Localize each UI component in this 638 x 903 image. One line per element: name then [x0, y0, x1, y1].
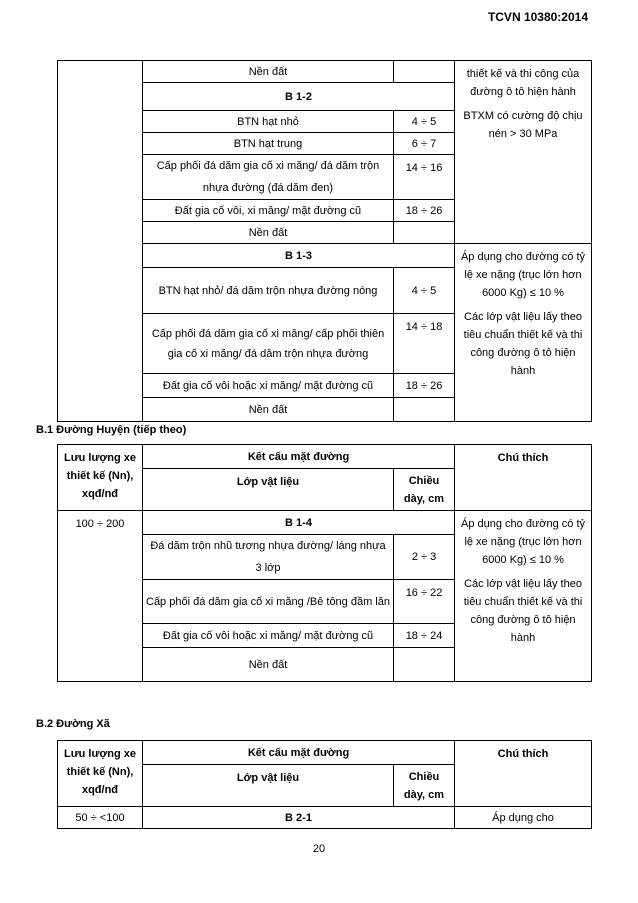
layer-label: BTN hạt nhỏ [143, 111, 394, 133]
note-text: Áp dụng cho đường có tỷ lệ xe nặng (trục lớn hơn 6000 Kg) ≤ 10 % [460, 518, 586, 566]
layer-label: Nền đất [143, 398, 394, 422]
thickness-value: 4 ÷ 5 [394, 268, 455, 314]
section-heading-b2: B.2 Đường Xã [36, 718, 110, 730]
thickness-empty [394, 648, 455, 682]
thickness-value: 18 ÷ 26 [394, 200, 455, 222]
layer-label: BTN hạt trung [143, 133, 394, 155]
thickness-empty [394, 61, 455, 83]
note-text: Áp dụng cho [455, 807, 592, 829]
layer-label: Đất gia cố vôi hoặc xi măng/ mặt đường cũ [143, 624, 394, 648]
header-flow: Lưu lượng xe thiết kế (Nn), xqđ/nđ [58, 741, 143, 807]
layer-label: Cấp phối đá dăm gia cố xi măng/ cấp phối thiên gia cố xi măng/ đá dăm trộn nhựa đường [143, 314, 394, 374]
layer-label: Nền đất [143, 222, 394, 244]
pavement-table-b1-4 [57, 444, 592, 682]
layer-label: Nền đất [143, 61, 394, 83]
thickness-value: 18 ÷ 24 [394, 624, 455, 648]
thickness-value: 18 ÷ 26 [394, 374, 455, 398]
layer-label: Đá dăm trộn nhũ tương nhựa đường/ láng nhựa 3 lớp [143, 535, 394, 580]
note-cell [455, 61, 592, 244]
flow-cell-empty [58, 61, 143, 422]
note-text: Các lớp vật liệu lấy theo tiêu chuẩn thiết kế và thi công đường ô tô hiện hành [463, 311, 583, 377]
layer-label: Cấp phối đá dăm gia cố xi măng /Bê tông đầm lăn [143, 580, 394, 624]
thickness-value: 4 ÷ 5 [394, 111, 455, 133]
header-flow: Lưu lượng xe thiết kế (Nn), xqđ/nđ [58, 445, 143, 511]
header-note: Chú thích [455, 741, 592, 807]
layer-label: Đất gia cố vôi, xi măng/ mặt đường cũ [143, 200, 394, 222]
header-thickness: Chiều dày, cm [394, 765, 455, 807]
thickness-value: 16 ÷ 22 [394, 580, 455, 624]
thickness-value: 14 ÷ 16 [394, 155, 455, 200]
note-text: Áp dụng cho đường có tỷ lệ xe nặng (trục lớn hơn 6000 Kg) ≤ 10 % [460, 251, 586, 299]
header-note: Chú thích [455, 445, 592, 511]
pavement-table-b1-continued [57, 60, 592, 422]
layer-label: Nền đất [143, 648, 394, 682]
header-material: Lớp vật liệu [143, 469, 394, 511]
note-text: BTXM có cường độ chịu nén > 30 MPa [463, 110, 583, 140]
thickness-empty [394, 398, 455, 422]
thickness-value: 14 ÷ 18 [394, 314, 455, 374]
document-code: TCVN 10380:2014 [487, 10, 588, 24]
header-material: Lớp vật liệu [143, 765, 394, 807]
section-heading-b1: B.1 Đường Huyện (tiếp theo) [36, 424, 187, 436]
note-text: Các lớp vật liệu lấy theo tiêu chuẩn thiết kế và thi công đường ô tô hiện hành [463, 578, 583, 644]
flow-value: 50 ÷ <100 [58, 807, 143, 829]
structure-code: B 2-1 [143, 807, 455, 829]
flow-value: 100 ÷ 200 [58, 511, 143, 682]
header-thickness: Chiều dày, cm [394, 469, 455, 511]
thickness-empty [394, 222, 455, 244]
layer-label: Đất gia cố vôi hoặc xi măng/ mặt đường cũ [143, 374, 394, 398]
structure-code: B 1-3 [143, 244, 455, 268]
header-structure: Kết cấu mặt đường [143, 445, 455, 469]
structure-code: B 1-4 [143, 511, 455, 535]
header-structure: Kết cấu mặt đường [143, 741, 455, 765]
note-cell [455, 244, 592, 422]
page-number: 20 [312, 843, 326, 855]
note-text: thiết kế và thi công của đường ô tô hiện hành [466, 68, 580, 98]
layer-label: Cấp phối đá dăm gia cố xi măng/ đá dăm trộn nhựa đường (đá dăm đen) [143, 155, 394, 200]
layer-label: BTN hạt nhỏ/ đá dăm trộn nhựa đường nóng [143, 268, 394, 314]
structure-code: B 1-2 [143, 83, 455, 111]
note-cell [455, 511, 592, 682]
thickness-value: 2 ÷ 3 [394, 535, 455, 580]
pavement-table-b2 [57, 740, 592, 829]
thickness-value: 6 ÷ 7 [394, 133, 455, 155]
